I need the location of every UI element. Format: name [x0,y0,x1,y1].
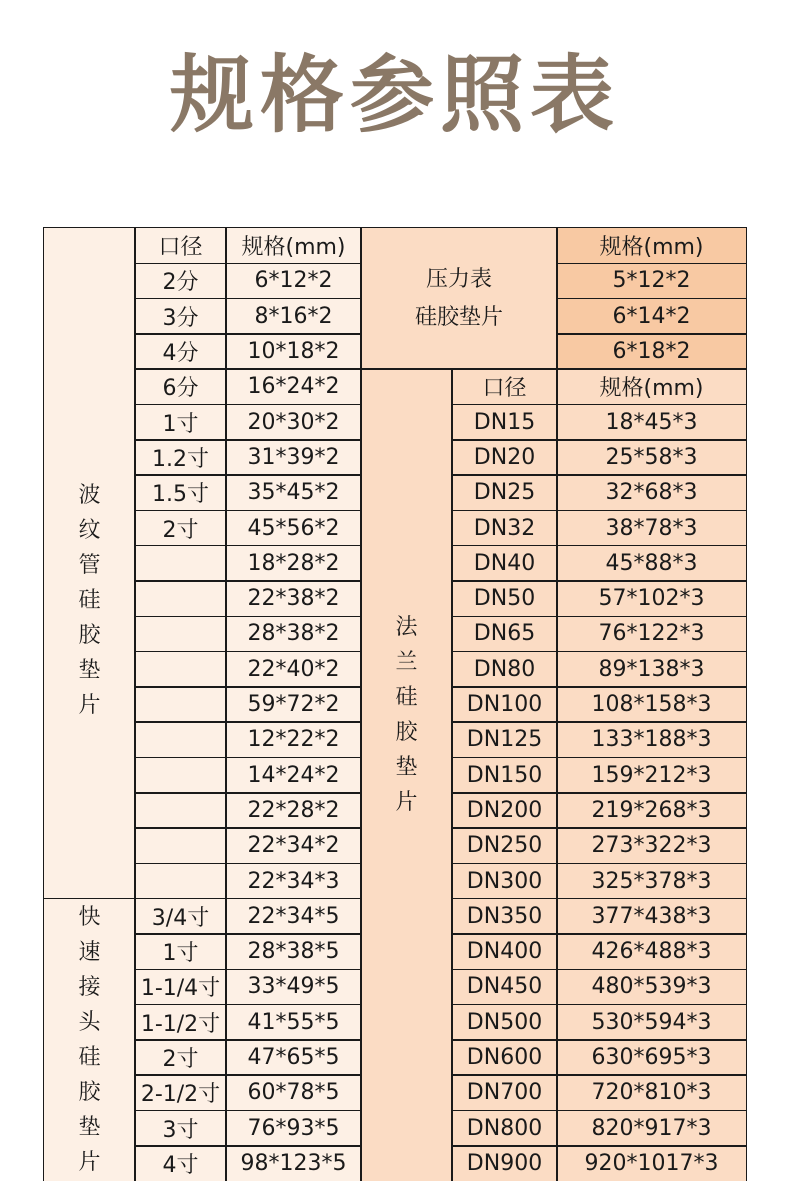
bellows-gasket-label [44,283,135,918]
bellows-spec-cell: 22*34*3 [247,868,340,894]
flange-caliber-cell: DN25 [473,480,536,506]
bellows-caliber-cell: 4分 [162,341,199,367]
flange-caliber-cell: DN15 [473,409,536,435]
flange-spec-cell: 57*102*3 [598,586,705,612]
quick-spec-cell: 28*38*5 [247,939,340,965]
bellows-spec-cell: 28*38*2 [247,621,340,647]
bellows-spec-cell: 22*34*2 [247,833,340,859]
flange-caliber-cell: DN50 [473,586,536,612]
grid-hline [452,439,746,441]
flange-spec-cell: 219*268*3 [591,797,712,823]
pressure-spec-cell: 6*14*2 [612,303,691,329]
flange-spec-cell: 720*810*3 [591,1080,712,1106]
grid-hline [135,651,361,653]
bellows-spec-cell: 10*18*2 [247,339,340,365]
flange-spec-cell: 25*58*3 [605,444,698,470]
flange-caliber-cell: DN80 [473,656,536,682]
flange-caliber-cell: DN200 [466,797,543,823]
bellows-caliber-cell: 1.5寸 [152,482,209,508]
bellows-label-char: 硅 [78,588,101,614]
quick-caliber-cell: 2-1/2寸 [140,1082,221,1108]
flange-header-spec: 规格(mm) [599,376,704,402]
bellows-label-char: 垫 [78,658,101,684]
flange-caliber-cell: DN20 [473,444,536,470]
spec-table [43,227,747,1181]
bellows-caliber-cell: 6分 [162,376,199,402]
pressure-spec-cell: 5*12*2 [612,268,691,294]
bellows-caliber-cell [135,581,226,616]
bellows-caliber-cell: 1.2寸 [152,446,209,472]
flange-spec-cell: 820*917*3 [591,1115,712,1141]
grid-hline [135,404,361,406]
grid-hline [135,933,361,935]
quick-caliber-cell: 2寸 [162,1047,199,1073]
flange-caliber-cell: DN350 [466,903,543,929]
flange-caliber-cell: DN65 [473,621,536,647]
grid-hline [135,580,361,582]
grid-hline [135,368,361,370]
grid-hline [557,298,746,300]
pressure-gauge-gasket-label [361,228,557,369]
flange-spec-cell: 76*122*3 [598,621,705,647]
grid-hline [452,757,746,759]
bellows-label-char: 胶 [78,623,101,649]
bellows-label-char: 片 [78,693,101,719]
grid-hline [452,510,746,512]
grid-hline [135,545,361,547]
bellows-spec-cell: 22*38*2 [247,586,340,612]
flange-caliber-cell: DN40 [473,550,536,576]
grid-hline [135,1145,361,1147]
quick-caliber-cell: 1-1/2寸 [140,1011,221,1037]
bellows-spec-cell: 59*72*2 [247,692,340,718]
grid-vline [556,228,558,1181]
flange-spec-cell: 630*695*3 [591,1045,712,1071]
grid-hline [135,827,361,829]
grid-vline [225,228,227,1181]
flange-caliber-cell: DN450 [466,974,543,1000]
grid-hline [452,1074,746,1076]
pressure-label-line2: 硅胶垫片 [414,304,503,330]
flange-caliber-cell: DN900 [466,1150,543,1176]
bellows-spec-cell: 16*24*2 [247,374,340,400]
pressure-spec-cell: 6*18*2 [612,339,691,365]
flange-caliber-cell: DN250 [466,833,543,859]
grid-hline [452,474,746,476]
bellows-spec-cell: 18*28*2 [247,550,340,576]
quick-spec-cell: 22*34*5 [247,903,340,929]
bellows-spec-cell: 20*30*2 [247,409,340,435]
flange-caliber-cell: DN500 [466,1009,543,1035]
grid-hline [135,439,361,441]
bellows-caliber-cell [135,687,226,722]
quick-label-char: 胶 [78,1079,101,1105]
flange-spec-cell: 530*594*3 [591,1009,712,1035]
bellows-caliber-cell: 1寸 [162,411,199,437]
grid-hline [44,898,361,900]
flange-caliber-cell: DN300 [466,868,543,894]
grid-hline [452,721,746,723]
grid-hline [135,1110,361,1112]
bellows-caliber-cell [135,652,226,687]
quick-spec-cell: 60*78*5 [247,1080,340,1106]
flange-spec-cell: 45*88*3 [605,550,698,576]
quick-spec-cell: 33*49*5 [247,974,340,1000]
bellows-caliber-cell [135,546,226,581]
grid-hline [135,510,361,512]
quick-caliber-cell: 4寸 [162,1152,199,1178]
bellows-caliber-cell [135,722,226,757]
quick-label-char: 硅 [78,1044,101,1070]
grid-hline [135,298,361,300]
bellows-caliber-cell: 2分 [162,270,199,296]
bellows-caliber-cell [135,828,226,863]
grid-hline [452,1110,746,1112]
flange-spec-cell: 89*138*3 [598,656,705,682]
quick-connector-gasket-label [44,899,135,1181]
bellows-spec-cell: 12*22*2 [247,727,340,753]
grid-vline [360,228,362,1181]
bellows-caliber-cell [135,616,226,651]
flange-caliber-cell: DN600 [466,1045,543,1071]
pressure-label-line1: 压力表 [425,266,492,292]
grid-hline [135,863,361,865]
flange-caliber-cell: DN800 [466,1115,543,1141]
quick-label-char: 头 [78,1009,101,1035]
grid-hline [452,898,746,900]
grid-hline [452,1145,746,1147]
flange-spec-cell: 18*45*3 [605,409,698,435]
grid-hline [452,404,746,406]
bellows-spec-cell: 6*12*2 [254,268,333,294]
bellows-spec-cell: 22*40*2 [247,656,340,682]
pressure-header-spec: 规格(mm) [599,235,704,261]
grid-hline [135,792,361,794]
quick-caliber-cell: 1-1/4寸 [140,976,221,1002]
flange-spec-cell: 159*212*3 [591,762,712,788]
quick-label-char: 接 [78,974,101,1000]
flange-spec-cell: 108*158*3 [591,692,712,718]
grid-hline [452,933,746,935]
grid-hline [452,545,746,547]
grid-hline [135,969,361,971]
bellows-header-caliber: 口径 [158,235,203,261]
grid-hline [135,263,361,265]
flange-caliber-cell: DN400 [466,939,543,965]
flange-spec-cell: 32*68*3 [605,480,698,506]
grid-hline [452,580,746,582]
grid-vline [451,369,453,1181]
quick-label-char: 片 [78,1149,101,1175]
quick-spec-cell: 47*65*5 [247,1045,340,1071]
flange-label-char: 垫 [395,755,418,781]
grid-hline [557,263,746,265]
quick-label-char: 垫 [78,1114,101,1140]
quick-spec-cell: 76*93*5 [247,1115,340,1141]
bellows-header-spec: 规格(mm) [241,235,346,261]
grid-hline [135,474,361,476]
quick-label-char: 快 [78,904,101,930]
flange-spec-cell: 325*378*3 [591,868,712,894]
bellows-caliber-cell [135,863,226,898]
grid-hline [452,651,746,653]
grid-hline [135,686,361,688]
grid-hline [135,721,361,723]
bellows-spec-cell: 31*39*2 [247,444,340,470]
bellows-caliber-cell [135,758,226,793]
bellows-caliber-cell: 3分 [162,305,199,331]
flange-spec-cell: 377*438*3 [591,903,712,929]
grid-hline [135,333,361,335]
flange-gasket-label [361,309,452,1121]
page-title: 规格参照表 [169,46,620,144]
bellows-caliber-cell: 2寸 [162,517,199,543]
flange-spec-cell: 480*539*3 [591,974,712,1000]
flange-label-char: 硅 [395,685,418,711]
grid-vline [134,228,136,1181]
flange-caliber-cell: DN700 [466,1080,543,1106]
bellows-spec-cell: 45*56*2 [247,515,340,541]
bellows-caliber-cell [135,793,226,828]
quick-caliber-cell: 3寸 [162,1117,199,1143]
bellows-label-char: 纹 [78,518,101,544]
flange-header-caliber: 口径 [482,376,527,402]
flange-caliber-cell: DN150 [466,762,543,788]
grid-hline [135,1074,361,1076]
grid-hline [135,1039,361,1041]
quick-spec-cell: 41*55*5 [247,1009,340,1035]
bellows-spec-cell: 8*16*2 [254,303,333,329]
flange-label-char: 胶 [395,720,418,746]
quick-spec-cell: 98*123*5 [240,1150,347,1176]
quick-label-char: 速 [78,939,101,965]
quick-caliber-cell: 3/4寸 [151,905,210,931]
grid-hline [452,827,746,829]
quick-caliber-cell: 1寸 [162,941,199,967]
grid-hline [452,863,746,865]
grid-hline [452,1004,746,1006]
bellows-spec-cell: 22*28*2 [247,797,340,823]
bellows-label-char: 波 [78,483,101,509]
grid-hline [135,757,361,759]
flange-spec-cell: 273*322*3 [591,833,712,859]
flange-spec-cell: 38*78*3 [605,515,698,541]
grid-hline [452,792,746,794]
grid-hline [452,969,746,971]
grid-hline [452,686,746,688]
flange-spec-cell: 426*488*3 [591,939,712,965]
grid-hline [135,616,361,618]
grid-hline [452,1039,746,1041]
grid-hline [361,368,746,370]
flange-spec-cell: 133*188*3 [591,727,712,753]
grid-hline [452,616,746,618]
bellows-label-char: 管 [78,553,101,579]
bellows-spec-cell: 35*45*2 [247,480,340,506]
flange-spec-cell: 920*1017*3 [584,1150,719,1176]
bellows-spec-cell: 14*24*2 [247,762,340,788]
flange-label-char: 兰 [395,650,418,676]
flange-label-char: 法 [395,615,418,641]
grid-hline [135,1004,361,1006]
grid-hline [557,333,746,335]
flange-label-char: 片 [395,790,418,816]
flange-caliber-cell: DN125 [466,727,543,753]
flange-caliber-cell: DN32 [473,515,536,541]
flange-caliber-cell: DN100 [466,692,543,718]
